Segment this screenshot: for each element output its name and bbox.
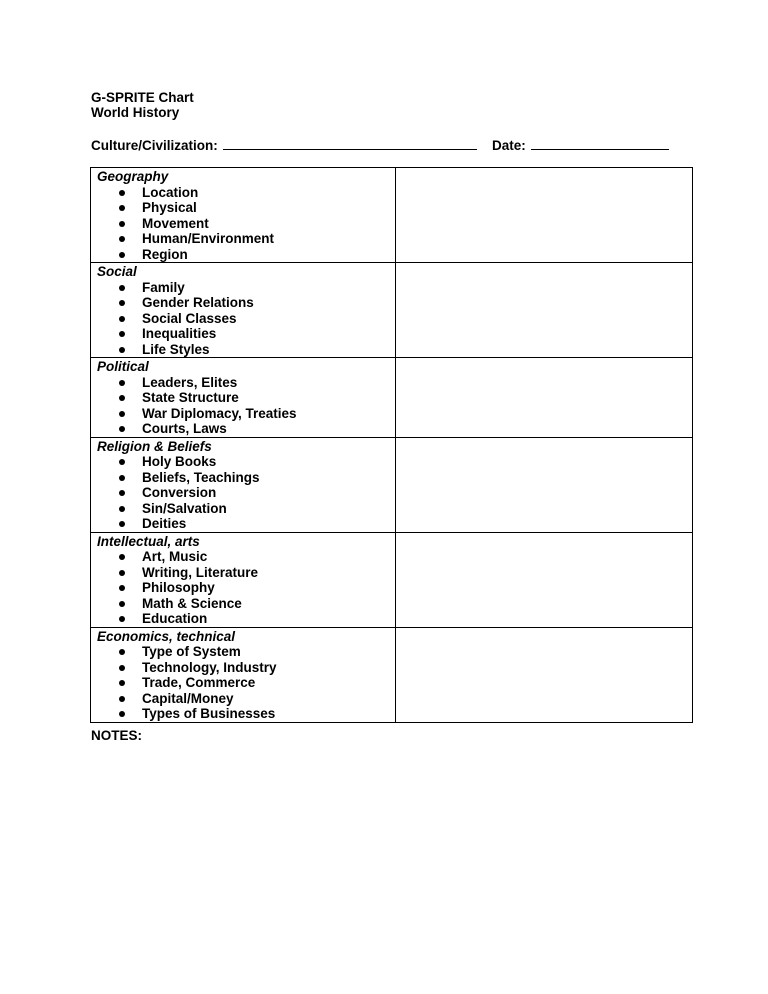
bullet-icon xyxy=(119,285,125,291)
category-title: Social xyxy=(97,264,137,279)
list-item-text: Sin/Salvation xyxy=(142,500,227,516)
category-item-list xyxy=(97,549,395,627)
list-item-text: Art, Music xyxy=(142,549,208,564)
category-row xyxy=(91,627,693,722)
list-item xyxy=(97,295,395,311)
list-item xyxy=(97,501,395,517)
document-header xyxy=(91,90,194,120)
bullet-icon xyxy=(119,616,125,622)
bullet-icon xyxy=(119,665,125,671)
list-item-text: Beliefs, Teachings xyxy=(142,469,260,485)
category-cell xyxy=(91,358,396,438)
list-item-text: Physical xyxy=(142,200,197,215)
document-title: G-SPRITE Chart xyxy=(91,90,194,105)
bullet-icon xyxy=(119,347,125,353)
bullet-icon xyxy=(119,601,125,607)
gsprite-table xyxy=(90,167,693,723)
list-item xyxy=(97,326,395,342)
category-cell xyxy=(91,627,396,722)
category-item-list xyxy=(97,454,395,532)
bullet-icon xyxy=(119,236,125,242)
list-item-text: Inequalities xyxy=(142,326,217,341)
category-title: Political xyxy=(97,359,149,374)
category-item-list xyxy=(97,185,395,263)
bullet-icon xyxy=(119,426,125,432)
list-item-text: Holy Books xyxy=(142,454,217,469)
list-item-text: Deities xyxy=(142,516,187,531)
list-item xyxy=(97,247,395,263)
list-item-text: War Diplomacy, Treaties xyxy=(142,405,297,421)
list-item xyxy=(97,311,395,327)
culture-blank-line[interactable] xyxy=(223,136,477,150)
list-item xyxy=(97,691,395,707)
list-item xyxy=(97,706,395,722)
list-item-text: Education xyxy=(142,611,208,626)
list-item-text: Movement xyxy=(142,215,209,231)
list-item xyxy=(97,200,395,216)
bullet-icon xyxy=(119,190,125,196)
bullet-icon xyxy=(119,316,125,322)
list-item-text: Trade, Commerce xyxy=(142,675,256,690)
list-item xyxy=(97,280,395,296)
category-row xyxy=(91,168,693,263)
answer-cell[interactable] xyxy=(396,437,693,532)
list-item-text: Conversion xyxy=(142,485,217,500)
list-item-text: Leaders, Elites xyxy=(142,374,238,390)
list-item-text: Gender Relations xyxy=(142,295,254,310)
list-item-text: Math & Science xyxy=(142,595,242,611)
list-item-text: Philosophy xyxy=(142,580,215,595)
list-item-text: Human/Environment xyxy=(142,231,275,246)
list-item xyxy=(97,421,395,437)
list-item-text: Region xyxy=(142,246,188,262)
answer-cell[interactable] xyxy=(396,168,693,263)
bullet-icon xyxy=(119,680,125,686)
category-row xyxy=(91,358,693,438)
list-item xyxy=(97,644,395,660)
category-row xyxy=(91,263,693,358)
bullet-icon xyxy=(119,205,125,211)
category-cell xyxy=(91,437,396,532)
bullet-icon xyxy=(119,300,125,306)
bullet-icon xyxy=(119,649,125,655)
culture-label: Culture/Civilization: xyxy=(91,138,218,153)
list-item xyxy=(97,185,395,201)
category-row xyxy=(91,532,693,627)
list-item-text: Types of Businesses xyxy=(142,706,276,721)
answer-cell[interactable] xyxy=(396,627,693,722)
bullet-icon xyxy=(119,490,125,496)
list-item xyxy=(97,596,395,612)
bullet-icon xyxy=(119,570,125,576)
list-item xyxy=(97,375,395,391)
list-item xyxy=(97,516,395,532)
list-item-text: Life Styles xyxy=(142,341,210,357)
bullet-icon xyxy=(119,585,125,591)
date-label: Date: xyxy=(492,138,526,153)
bullet-icon xyxy=(119,252,125,258)
bullet-icon xyxy=(119,221,125,227)
list-item xyxy=(97,406,395,422)
category-cell xyxy=(91,263,396,358)
list-item xyxy=(97,611,395,627)
document-subtitle: World History xyxy=(91,105,180,120)
list-item xyxy=(97,565,395,581)
list-item xyxy=(97,485,395,501)
notes-label: NOTES: xyxy=(91,728,143,743)
answer-cell[interactable] xyxy=(396,358,693,438)
bullet-icon xyxy=(119,696,125,702)
category-item-list xyxy=(97,375,395,437)
date-field xyxy=(492,136,669,153)
answer-cell[interactable] xyxy=(396,263,693,358)
list-item xyxy=(97,660,395,676)
list-item-text: Technology, Industry xyxy=(142,659,277,675)
list-item xyxy=(97,580,395,596)
bullet-icon xyxy=(119,331,125,337)
category-cell xyxy=(91,168,396,263)
list-item xyxy=(97,454,395,470)
bullet-icon xyxy=(119,411,125,417)
list-item-text: Location xyxy=(142,184,199,200)
category-title: Intellectual, arts xyxy=(97,533,200,549)
bullet-icon xyxy=(119,521,125,527)
list-item xyxy=(97,216,395,232)
bullet-icon xyxy=(119,395,125,401)
date-blank-line[interactable] xyxy=(531,136,669,150)
list-item-text: Social Classes xyxy=(142,310,237,326)
category-title: Religion & Beliefs xyxy=(97,438,212,454)
bullet-icon xyxy=(119,711,125,717)
bullet-icon xyxy=(119,475,125,481)
list-item xyxy=(97,342,395,358)
list-item-text: Writing, Literature xyxy=(142,564,259,580)
list-item-text: Capital/Money xyxy=(142,690,234,706)
category-item-list xyxy=(97,644,395,722)
list-item-text: Courts, Laws xyxy=(142,421,227,436)
category-title: Economics, technical xyxy=(97,628,236,644)
list-item xyxy=(97,549,395,565)
list-item xyxy=(97,231,395,247)
list-item xyxy=(97,675,395,691)
list-item-text: Family xyxy=(142,279,185,295)
bullet-icon xyxy=(119,459,125,465)
category-item-list xyxy=(97,280,395,358)
culture-field xyxy=(91,136,477,153)
category-title: Geography xyxy=(97,169,169,184)
list-item-text: State Structure xyxy=(142,390,239,405)
list-item xyxy=(97,470,395,486)
list-item-text: Type of System xyxy=(142,644,241,659)
bullet-icon xyxy=(119,506,125,512)
list-item xyxy=(97,390,395,406)
bullet-icon xyxy=(119,554,125,560)
category-cell xyxy=(91,532,396,627)
answer-cell[interactable] xyxy=(396,532,693,627)
bullet-icon xyxy=(119,380,125,386)
category-row xyxy=(91,437,693,532)
